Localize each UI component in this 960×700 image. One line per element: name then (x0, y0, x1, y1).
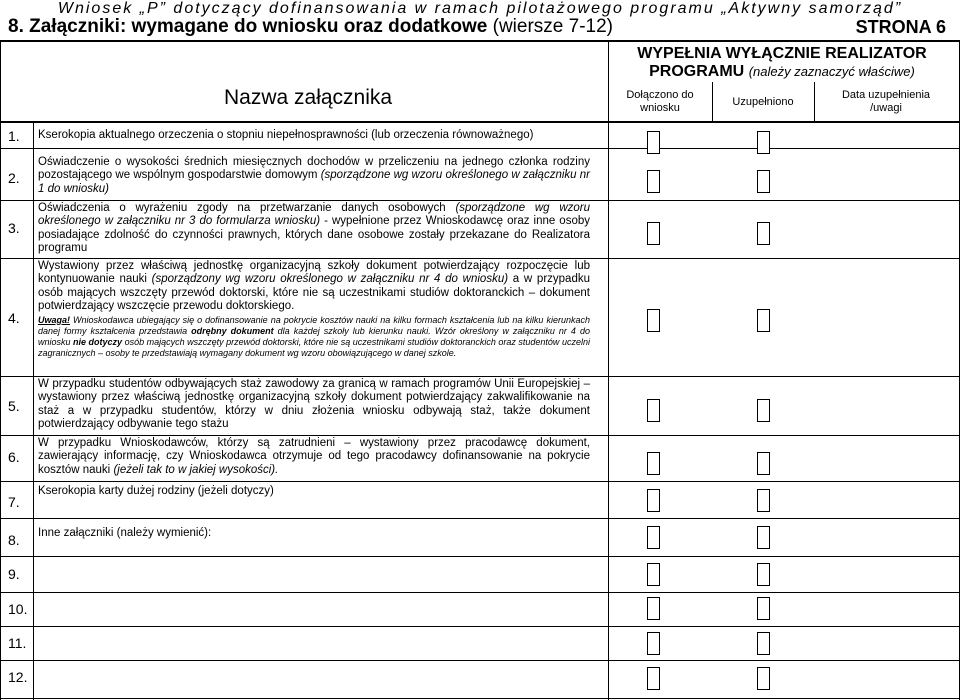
row-separator (0, 698, 960, 699)
checkbox-row-6-attached[interactable] (647, 452, 660, 475)
checkbox-row-2-completed[interactable] (757, 170, 770, 193)
row-3-text-b: - wypełnione przez Wnioskodawcę oraz inne osoby posiadające zdolność do czynności prawnych, których dane osobowe zostały przekazane do Realizatora programu (38, 215, 590, 255)
checkbox-row-12-attached[interactable] (647, 667, 660, 690)
number-column-divider (33, 122, 34, 700)
row-number: 3. (8, 220, 20, 236)
page-label: STRONA 6 (855, 17, 946, 37)
column-header-attached: Dołączono do wniosku (626, 89, 694, 114)
row-separator (0, 148, 960, 149)
checkbox-row-1-completed[interactable] (757, 131, 770, 154)
header-bottom-border (0, 121, 960, 123)
row-1-text: Kserokopia aktualnego orzeczenia o stopniu niepełnosprawności (lub orzeczenia równoważnego) (38, 129, 534, 141)
checkbox-row-10-attached[interactable] (647, 597, 660, 620)
checkbox-row-4-attached[interactable] (647, 309, 660, 332)
row-4-text-italic: (sporządzony wg wzoru określonego w załączniku nr 4 do wniosku) (151, 273, 509, 286)
row-7-text: Kserokopia karty dużej rodziny (jeżeli dotyczy) (38, 485, 274, 497)
checkbox-row-6-completed[interactable] (757, 452, 770, 475)
realizator-divider (608, 40, 609, 700)
row-number: 9. (8, 566, 20, 582)
row-separator (0, 556, 960, 557)
row-separator (0, 660, 960, 661)
checkbox-row-8-completed[interactable] (757, 526, 770, 549)
row-separator (0, 200, 960, 201)
row-8-text: Inne załączniki (należy wymienić): (38, 527, 212, 539)
row-separator (0, 518, 960, 519)
row-6-text (38, 437, 590, 477)
realizator-title: WYPEŁNIA WYŁĄCZNIE REALIZATOR PROGRAMU (637, 45, 927, 80)
column-header-completed: Uzupełniono (732, 96, 794, 108)
table-top-border (0, 40, 960, 42)
row-number: 8. (8, 532, 20, 548)
row-4-text-a: Wystawiony przez właściwą jednostkę organizacyjną szkoły dokument potwierdzający rozpoczęcie lub kontynuowanie nauki (38, 260, 590, 286)
checkbox-row-1-attached[interactable] (647, 131, 660, 154)
checkbox-row-3-completed[interactable] (757, 222, 770, 245)
row-separator (0, 258, 960, 259)
checkbox-row-11-attached[interactable] (647, 632, 660, 655)
section-title-main: 8. Załączniki: wymagane do wniosku oraz dodatkowe (8, 16, 488, 37)
checkbox-row-4-completed[interactable] (757, 309, 770, 332)
row-separator (0, 435, 960, 436)
row-6-text-main: W przypadku Wnioskodawców, którzy są zatrudnieni – wystawiony przez pracodawcę dokument, zawierający informację, czy Wnioskodawca otrzymuje od tego pracodawcy dofinansowanie na pokrycie kosztów nauki (38, 437, 590, 476)
checkbox-row-12-completed[interactable] (757, 667, 770, 690)
row-4-note-label: Uwaga! (38, 314, 71, 325)
row-number: 4. (8, 310, 20, 326)
document-banner: Wniosek „P” dotyczący dofinansowania w ramach pilotażowego programu „Aktywny samorząd” (57, 0, 903, 17)
section-title-sub: (wiersze 7-12) (492, 16, 613, 37)
realizator-header (608, 45, 956, 81)
section-title (8, 16, 613, 38)
table-left-border (0, 40, 1, 700)
row-number: 2. (8, 170, 20, 186)
row-3-text-italic: (sporządzone wg wzoru określonego w załączniku nr 3 do formularza wniosku) (38, 202, 590, 228)
row-4-note-bold2: nie dotyczy (73, 336, 123, 347)
checkbox-row-5-attached[interactable] (647, 399, 660, 422)
checkbox-row-10-completed[interactable] (757, 597, 770, 620)
header-subcol-divider-2 (814, 82, 815, 122)
row-4-text-b: a w przypadku osób mających wszczęty przewód doktorski, które nie są uczestnikami studiów doktoranckich – dokument potwierdzający wszczęcie przewodu doktorskiego. (38, 273, 590, 313)
row-number: 6. (8, 449, 20, 465)
row-2-text-italic: (sporządzone wg wzoru określonego w załączniku nr 1 do wniosku) (38, 169, 590, 195)
checkbox-row-9-attached[interactable] (647, 563, 660, 586)
row-separator (0, 376, 960, 377)
column-header-name: Nazwa załącznika (224, 86, 393, 109)
checkbox-row-7-attached[interactable] (647, 489, 660, 512)
checkbox-row-8-attached[interactable] (647, 526, 660, 549)
row-3-text (38, 202, 590, 256)
row-4-note-3: Wzór określony w załączniku nr 4 do wniosku (38, 325, 590, 347)
checkbox-row-11-completed[interactable] (757, 632, 770, 655)
row-number: 11. (8, 635, 27, 651)
row-number: 7. (8, 494, 20, 510)
row-separator (0, 481, 960, 482)
checkbox-row-7-completed[interactable] (757, 489, 770, 512)
row-number: 12. (8, 669, 28, 685)
row-number: 5. (8, 398, 20, 414)
row-number: 1. (8, 128, 20, 144)
row-6-text-italic: (jeżeli tak to w jakiej wysokości). (113, 463, 279, 476)
row-4-note-4: osób mających wszczęty przewód doktorski, które nie są uczestnikami studiów doktoranckich oraz studentów uczelni zagranicznych – osoby te przedstawiają wymagany dokument wg wzoru obowiązującego w danej szkole. (38, 336, 590, 358)
row-3-text-a: Oświadczenia o wyrażeniu zgody na przetwarzanie danych osobowych (38, 202, 446, 214)
checkbox-row-3-attached[interactable] (647, 222, 660, 245)
row-4-note-1: Wnioskodawca ubiegający się o dofinansowanie na pokrycie kosztów nauki na kilku formach kształcenia lub na kilku kierunkach danej formy kształcenia przedstawia (38, 314, 590, 336)
row-2-text-main: Oświadczenie o wysokości średnich miesięcznych dochodów w przeliczeniu na jednego członka rodziny pozostającego we wspólnym gospodarstwie domowym (38, 156, 590, 182)
realizator-note: (należy zaznaczyć właściwe) (748, 64, 915, 79)
row-4-note-2: dla każdej szkoły lub kierunku nauki. (277, 325, 431, 336)
header-subcol-divider-1 (712, 82, 713, 122)
row-4-note (38, 315, 590, 359)
checkbox-row-2-attached[interactable] (647, 170, 660, 193)
checkbox-row-5-completed[interactable] (757, 399, 770, 422)
row-4-note-bold: odrębny dokument (191, 325, 274, 336)
row-separator (0, 592, 960, 593)
column-header-date: Data uzupełnienia /uwagi (841, 89, 931, 114)
row-4-text (38, 260, 590, 359)
row-5-text: W przypadku studentów odbywających staż zawodowy za granicą w ramach programów Unii Europejskiej – wystawiony przez właściwą jednostkę organizacyjną szkoły dokument potwierdzający zakwalifikowanie na staż a w przypadku studentów, którzy w dniu złożenia wniosku odbywają staż, także dokument potwierdzający odbywanie tego stażu (38, 378, 590, 431)
row-number: 10. (8, 601, 28, 617)
row-separator (0, 626, 960, 627)
checkbox-row-9-completed[interactable] (757, 563, 770, 586)
row-2-text (38, 156, 590, 196)
